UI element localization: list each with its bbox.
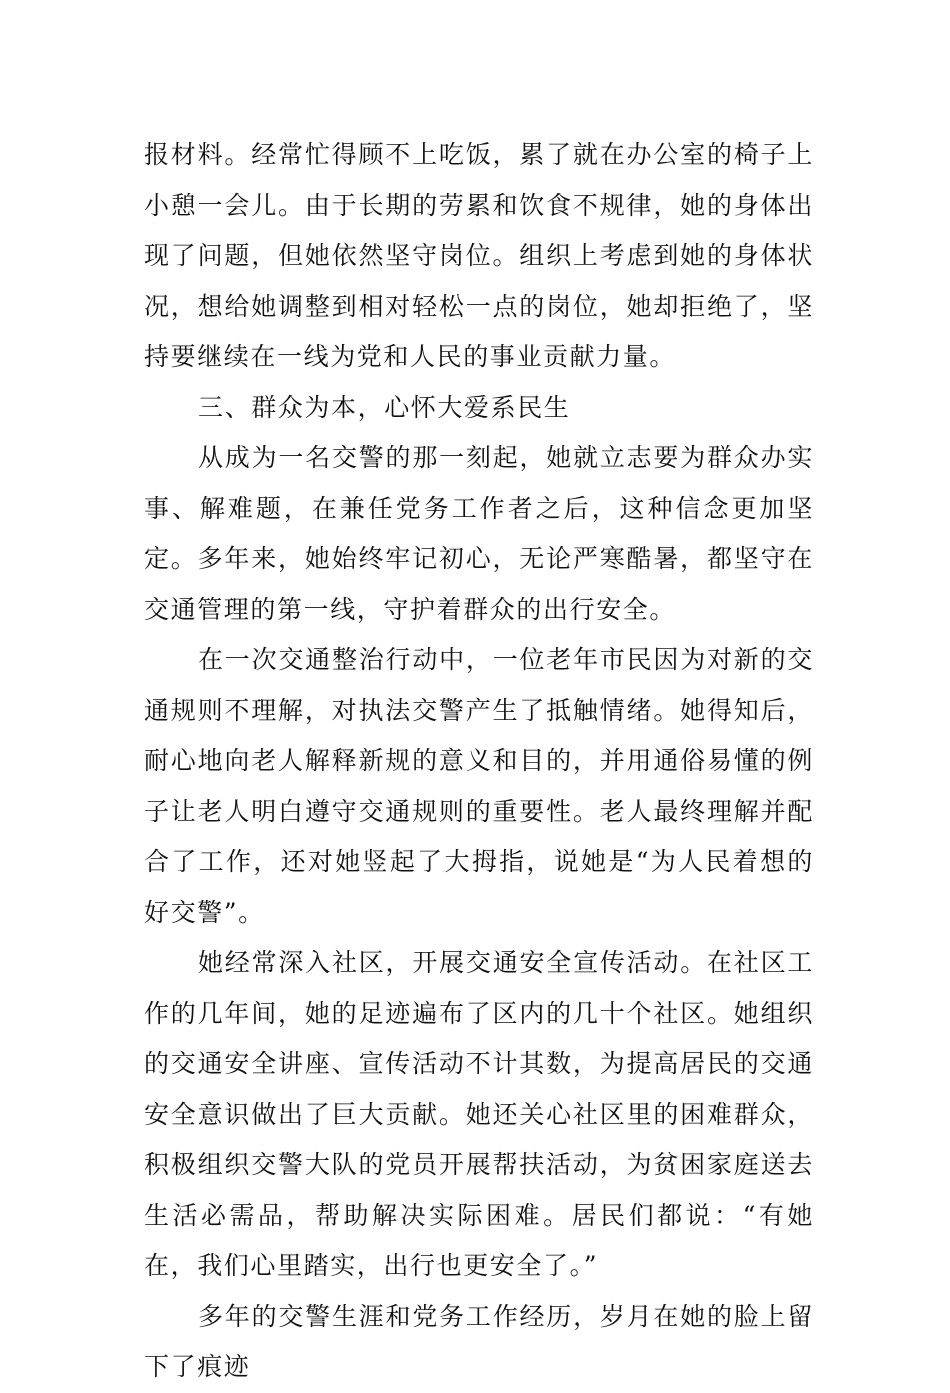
paragraph-continuation: 报材料。经常忙得顾不上吃饭，累了就在办公室的椅子上小憩一会儿。由于长期的劳累和饮食不规律，她的身体出现了问题，但她依然坚守岗位。组织上考虑到她的身体状况，想给她调整到相对轻松一点的岗位，她却拒绝了，坚持要继续在一线为党和人民的事业贡献力量。: [144, 140, 814, 371]
paragraph: 她经常深入社区，开展交通安全宣传活动。在社区工作的几年间，她的足迹遍布了区内的几十个社区。她组织的交通安全讲座、宣传活动不计其数，为提高居民的交通安全意识做出了巨大贡献。她还关心社区里的困难群众，积极组织交警大队的党员开展帮扶活动，为贫困家庭送去生活必需品，帮助解决实际困难。居民们都说：“有她在，我们心里踏实，出行也更安全了。”: [144, 948, 814, 1280]
paragraph: 从成为一名交警的那一刻起，她就立志要为群众办实事、解难题，在兼任党务工作者之后，这种信念更加坚定。多年来，她始终牢记初心，无论严寒酷暑，都坚守在交通管理的第一线，守护着群众的出行安全。: [144, 443, 814, 624]
paragraph: 在一次交通整治行动中，一位老年市民因为对新的交通规则不理解，对执法交警产生了抵触情绪。她得知后，耐心地向老人解释新规的意义和目的，并用通俗易懂的例子让老人明白遵守交通规则的重要性。老人最终理解并配合了工作，还对她竖起了大拇指，说她是“为人民着想的好交警”。: [144, 645, 814, 927]
section-heading: 三、群众为本，心怀大爱系民生: [198, 392, 571, 422]
document-body: [144, 130, 814, 1393]
paragraph: 多年的交警生涯和党务工作经历，岁月在她的脸上留下了痕迹: [144, 1301, 814, 1381]
